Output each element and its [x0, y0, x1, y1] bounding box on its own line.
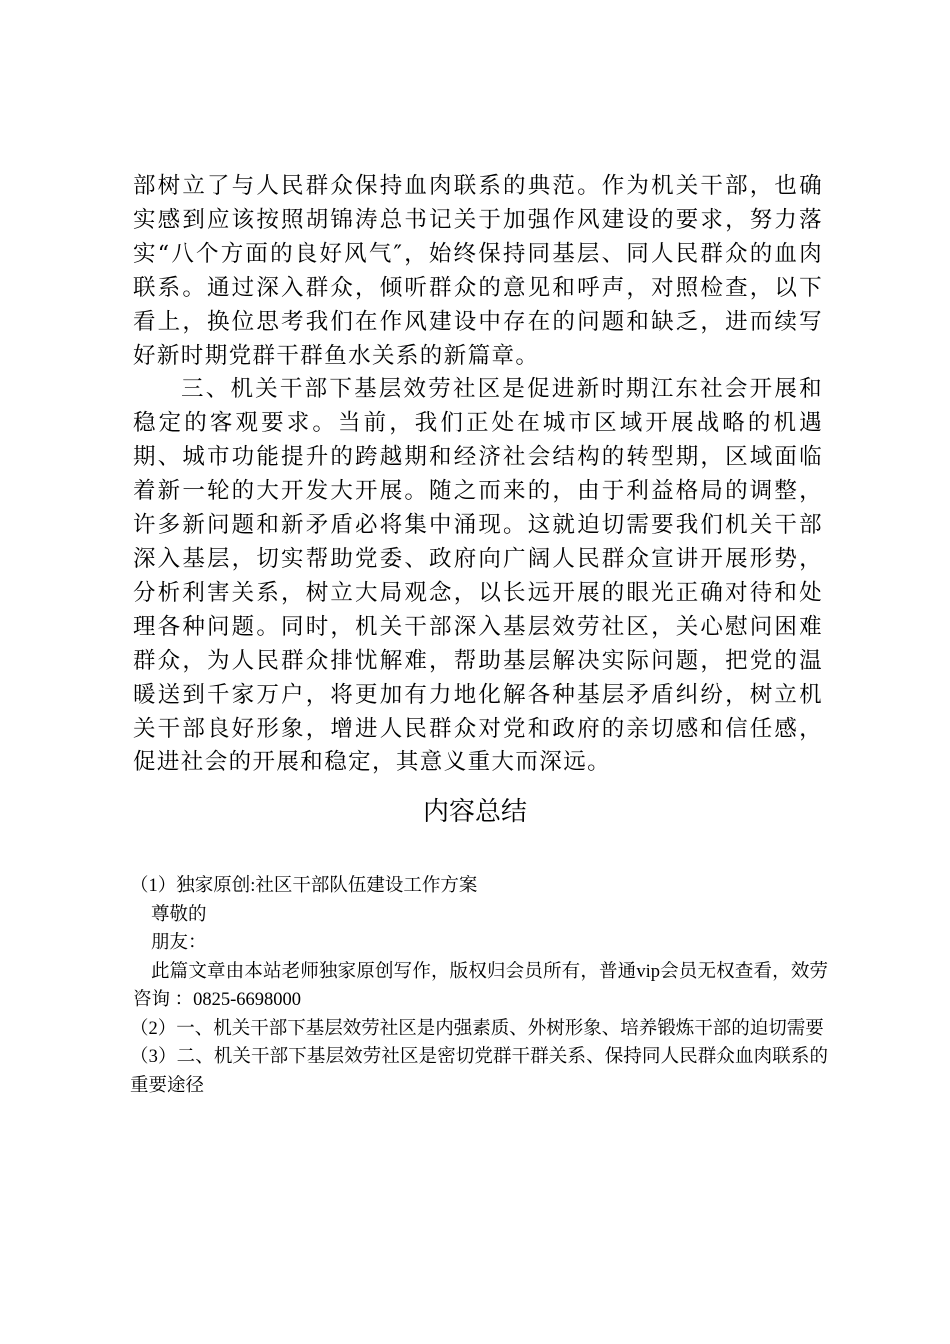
- document-body: [133, 170, 823, 780]
- summary-item-1: （1）独家原创:社区干部队伍建设工作方案: [130, 876, 478, 896]
- body-paragraph-continuation: 部树立了与人民群众保持血肉联系的典范。作为机关干部，也确实感到应该按照胡锦涛总书记关于加强作风建设的要求，努力落实“八个方面的良好风气″，始终保持同基层、同人民群众的血肉联系。通过深入群众，倾听群众的意见和呼声，对照检查，以下看上，换位思考我们在作风建设中存在的问题和缺乏，进而续写好新时期党群干群鱼水关系的新篇章。: [133, 173, 823, 369]
- body-paragraph-section-three: 三、机关干部下基层效劳社区是促进新时期江东社会开展和稳定的客观要求。当前，我们正处在城市区域开展战略的机遇期、城市功能提升的跨越期和经济社会结构的转型期，区域面临着新一轮的大开发大开展。随之而来的，由于利益格局的调整，许多新问题和新矛盾必将集中涌现。这就迫切需要我们机关干部深入基层，切实帮助党委、政府向广阔人民群众宣讲开展形势，分析利害关系，树立大局观念，以长远开展的眼光正确对待和处理各种问题。同时，机关干部深入基层效劳社区，关心慰问困难群众，为人民群众排忧解难，帮助基层解决实际问题，把党的温暖送到千家万户，将更加有力地化解各种基层矛盾纠纷，树立机关干部良好形象，增进人民群众对党和政府的亲切感和信任感，促进社会的开展和稳定，其意义重大而深远。: [133, 376, 823, 776]
- summary-title: 内容总结: [422, 797, 527, 826]
- summary-greeting-line-1: 尊敬的: [151, 904, 207, 925]
- summary-item-2: （2）一、机关干部下基层效劳社区是内强素质、外树形象、培养锻炼干部的迫切需要: [130, 1018, 824, 1039]
- summary-section: [130, 872, 828, 1100]
- summary-notice: 此篇文章由本站老师独家原创写作，版权归会员所有，普通vip会员无权查看，效劳咨询 ：0825-6698000: [133, 961, 828, 1010]
- summary-greeting-line-2: 朋友：: [151, 933, 207, 953]
- summary-item-3: （3）二、机关干部下基层效劳社区是密切党群干群关系、保持同人民群众血肉联系的重要途径: [130, 1047, 828, 1096]
